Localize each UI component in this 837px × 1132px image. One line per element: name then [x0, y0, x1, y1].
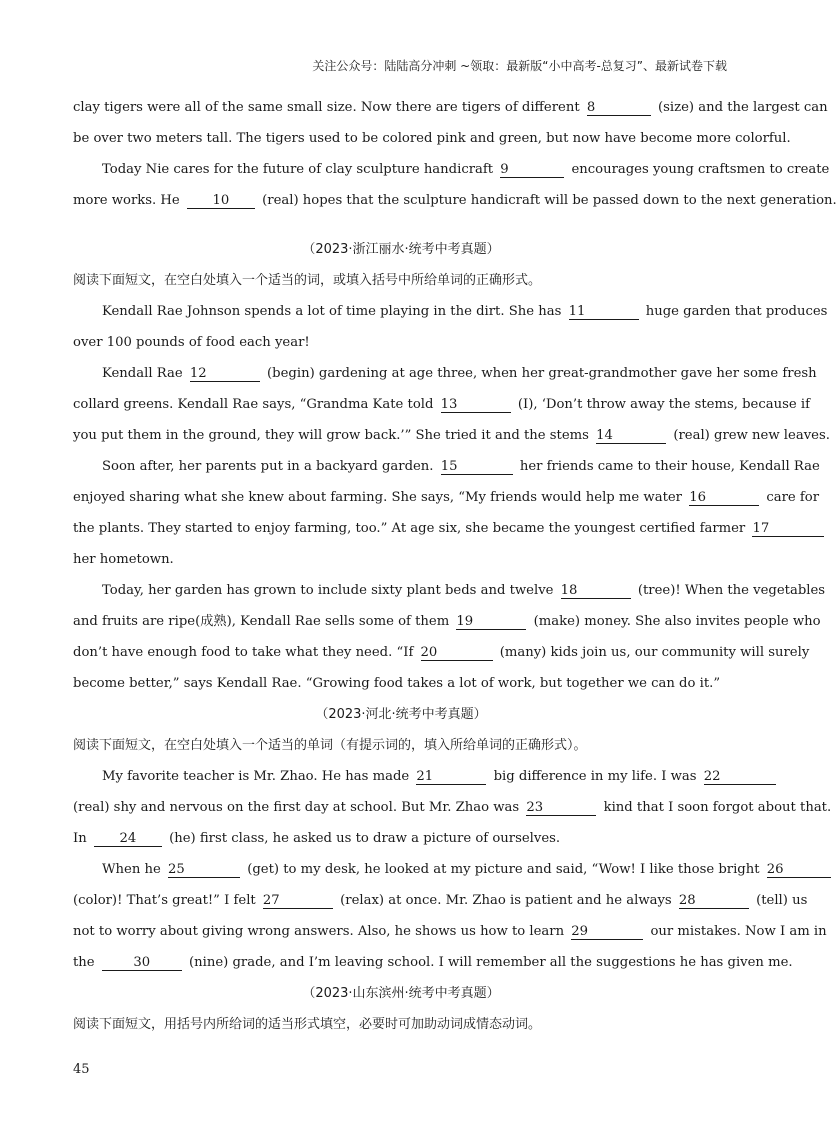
text-segment: not to worry about giving wrong answers. Also, he shows us how to learn — [73, 924, 569, 939]
text-line — [73, 424, 830, 455]
text-segment: and fruits are ripe(成熟), Kendall Rae sells some of them — [73, 614, 454, 629]
text-line — [73, 158, 830, 189]
text-segment: the — [73, 955, 99, 970]
text-line — [73, 703, 729, 734]
text-segment: My favorite teacher is Mr. Zhao. He has made — [102, 769, 414, 784]
answer-blank-25[interactable]: 25 — [168, 862, 240, 878]
text-segment: you put them in the ground, they will grow back.’” She tried it and the stems — [73, 428, 594, 443]
text-segment: When he — [102, 862, 166, 877]
text-line — [73, 610, 821, 641]
answer-blank-19[interactable]: 19 — [456, 614, 526, 630]
answer-blank-26[interactable]: 26 — [767, 862, 831, 878]
text-segment: Today, her garden has grown to include sixty plant beds and twelve — [102, 583, 558, 598]
text-line — [73, 331, 729, 362]
answer-blank-17[interactable]: 17 — [752, 521, 824, 537]
text-segment: (color)! That’s great!” I felt — [73, 893, 260, 908]
text-segment: （2023·山东滨州·统考中考真题） — [302, 986, 500, 1001]
answer-blank-28[interactable]: 28 — [679, 893, 749, 909]
text-segment: become better,” says Kendall Rae. “Growing food takes a lot of work, but together we can do it.” — [73, 676, 721, 691]
text-segment: her hometown. — [73, 552, 174, 567]
text-line — [73, 579, 826, 610]
text-segment: enjoyed sharing what she knew about farming. She says, “My friends would help me water — [73, 490, 687, 505]
text-segment: our mistakes. Now I am in — [646, 924, 827, 939]
text-segment: (many) kids join us, our community will surely — [495, 645, 810, 660]
text-line — [73, 827, 729, 858]
text-segment: the plants. They started to enjoy farming, too.” At age six, she became the youngest certified farmer — [73, 521, 750, 536]
text-line — [73, 517, 770, 548]
answer-blank-10[interactable]: 10 — [187, 193, 255, 209]
text-segment: (begin) gardening at age three, when her great-grandmother gave her some fresh — [262, 366, 817, 381]
text-segment: Kendall Rae Johnson spends a lot of time playing in the dirt. She has — [102, 304, 566, 319]
answer-blank-30[interactable]: 30 — [102, 955, 182, 971]
text-line — [73, 127, 791, 158]
text-segment: Soon after, her parents put in a backyard garden. — [102, 459, 438, 474]
answer-blank-16[interactable]: 16 — [689, 490, 759, 506]
page-header: 关注公众号：陆陆高分冲刺 ~领取：最新版“小中高考-总复习”、最新试卷下载 — [312, 59, 727, 73]
text-segment: huge garden that produces — [641, 304, 828, 319]
text-line — [73, 548, 729, 579]
text-segment: care for — [762, 490, 820, 505]
text-segment: (get) to my desk, he looked at my picture and said, “Wow! I like those bright — [243, 862, 764, 877]
answer-blank-18[interactable]: 18 — [561, 583, 631, 599]
answer-blank-11[interactable]: 11 — [569, 304, 639, 320]
text-segment: clay tigers were all of the same small size. Now there are tigers of different — [73, 100, 584, 115]
text-segment: （2023·河北·统考中考真题） — [315, 707, 487, 722]
text-segment: don’t have enough food to take what they need. “If — [73, 645, 418, 660]
text-line — [73, 889, 808, 920]
text-line — [73, 796, 832, 827]
text-segment: In — [73, 831, 91, 846]
text-segment: (he) first class, he asked us to draw a picture of ourselves. — [164, 831, 561, 846]
text-line — [73, 951, 793, 982]
spacer — [73, 220, 729, 238]
text-line — [73, 858, 784, 889]
text-segment: (tell) us — [751, 893, 808, 908]
text-segment: encourages young craftsmen to create — [567, 162, 830, 177]
answer-blank-21[interactable]: 21 — [416, 769, 486, 785]
answer-blank-23[interactable]: 23 — [526, 800, 596, 816]
text-segment: be over two meters tall. The tigers used to be colored pink and green, but now have become more colorful. — [73, 131, 791, 146]
text-segment: (real) hopes that the sculpture handicraft will be passed down to the next generation. — [257, 193, 837, 208]
answer-blank-9[interactable]: 9 — [500, 162, 564, 178]
text-segment: Kendall Rae — [102, 366, 187, 381]
text-segment: (real) shy and nervous on the first day at school. But Mr. Zhao was — [73, 800, 524, 815]
text-line — [73, 300, 828, 331]
document-body — [73, 96, 837, 1044]
text-segment: Today Nie cares for the future of clay sculpture handicraft — [102, 162, 498, 177]
text-line — [73, 765, 729, 796]
text-segment: (make) money. She also invites people who — [529, 614, 821, 629]
text-segment: (size) and the largest can — [653, 100, 828, 115]
text-segment: （2023·浙江丽水·统考中考真题） — [302, 242, 500, 257]
answer-blank-14[interactable]: 14 — [596, 428, 666, 444]
text-line — [73, 734, 729, 765]
text-segment: big difference in my life. I was — [489, 769, 701, 784]
answer-blank-15[interactable]: 15 — [441, 459, 513, 475]
text-segment: (tree)! When the vegetables — [633, 583, 826, 598]
text-line — [73, 920, 827, 951]
answer-blank-29[interactable]: 29 — [571, 924, 643, 940]
answer-blank-27[interactable]: 27 — [263, 893, 333, 909]
text-segment: kind that I soon forgot about that. — [599, 800, 832, 815]
text-line — [73, 189, 837, 220]
text-segment: (nine) grade, and I’m leaving school. I will remember all the suggestions he has given me. — [184, 955, 793, 970]
text-line — [73, 982, 729, 1013]
text-segment: collard greens. Kendall Rae says, “Grandma Kate told — [73, 397, 438, 412]
text-segment: (I), ‘Don’t throw away the stems, because if — [513, 397, 810, 412]
text-line — [73, 393, 810, 424]
answer-blank-12[interactable]: 12 — [190, 366, 260, 382]
text-line — [73, 362, 817, 393]
text-segment: 阅读下面短文，在空白处填入一个适当的词，或填入括号中所给单词的正确形式。 — [73, 273, 542, 288]
text-line — [73, 96, 828, 127]
answer-blank-24[interactable]: 24 — [94, 831, 162, 847]
page-number: 45 — [73, 1062, 90, 1077]
answer-blank-13[interactable]: 13 — [441, 397, 511, 413]
text-line — [73, 486, 820, 517]
text-segment: her friends came to their house, Kendall Rae — [515, 459, 820, 474]
text-line — [73, 641, 810, 672]
text-segment: more works. He — [73, 193, 184, 208]
text-line — [73, 238, 729, 269]
text-line — [73, 455, 820, 486]
text-line — [73, 1013, 729, 1044]
text-segment: 阅读下面短文，用括号内所给词的适当形式填空，必要时可加助动词成情态动词。 — [73, 1017, 542, 1032]
text-segment: (relax) at once. Mr. Zhao is patient and he always — [335, 893, 676, 908]
text-segment: over 100 pounds of food each year! — [73, 335, 310, 350]
text-segment: (real) grew new leaves. — [669, 428, 830, 443]
answer-blank-22[interactable]: 22 — [704, 769, 776, 785]
answer-blank-8[interactable]: 8 — [587, 100, 651, 116]
text-segment: 阅读下面短文，在空白处填入一个适当的单词（有提示词的，填入所给单词的正确形式）。 — [73, 738, 587, 753]
text-line — [73, 269, 729, 300]
answer-blank-20[interactable]: 20 — [421, 645, 493, 661]
text-line — [73, 672, 729, 703]
